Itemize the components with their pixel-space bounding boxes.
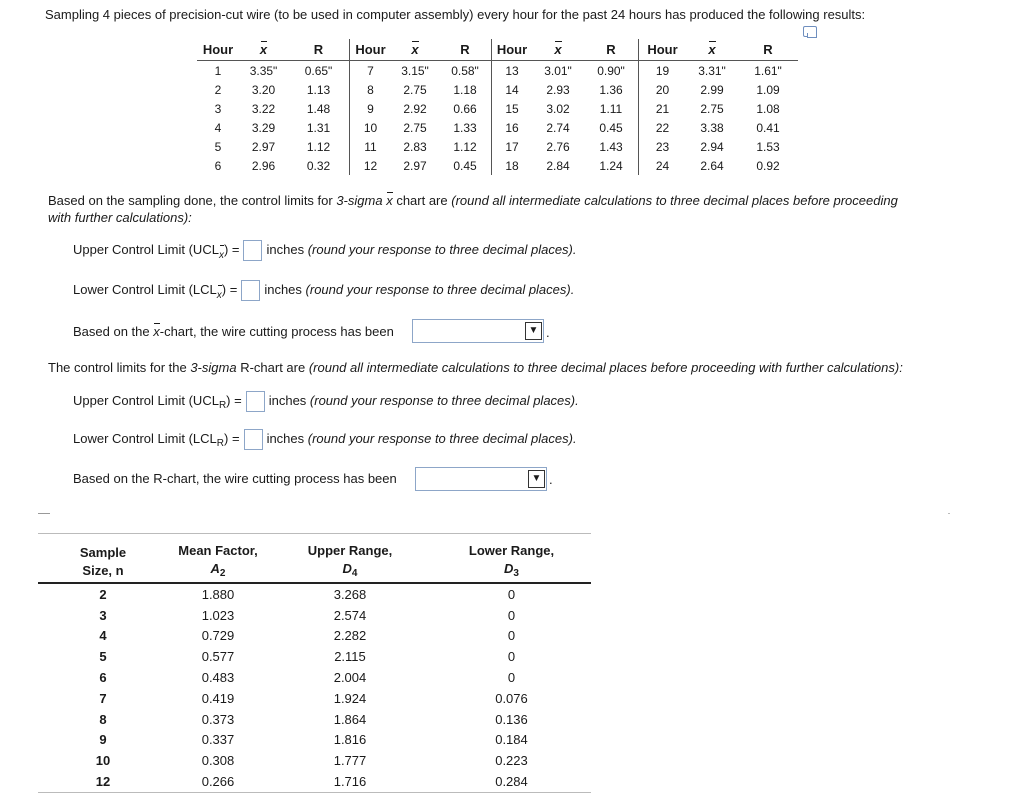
col-r-header: R (288, 39, 350, 61)
r-cell: 1.12 (306, 139, 331, 154)
xbar-cell: 2.64 (700, 158, 724, 173)
sample-size-cell: 8 (99, 711, 107, 727)
hour-cell: 22 (639, 118, 687, 137)
col-r-header: R (584, 39, 639, 61)
table-row (197, 118, 798, 137)
lcl-r-row: Lower Control Limit $(LCL_R)$ = inches (round your response to three decimal places). (73, 431, 577, 449)
hour-cell: 3 (214, 101, 222, 116)
factor-header-d4: Upper Range, $D_4$ (268, 534, 432, 584)
col-xbar-header: x (686, 39, 738, 61)
table-row (197, 137, 798, 156)
d4-cell: 2.282 (333, 628, 367, 644)
d4-cell: 1.716 (268, 771, 432, 792)
r-cell: 0.32 (306, 158, 331, 173)
hour-cell: 23 (639, 137, 687, 156)
r-cell: 1.43 (599, 139, 623, 154)
hour-cell: 15 (492, 99, 533, 118)
r-cell: 0.58" (451, 63, 479, 78)
xbar-cell: 2.97 (403, 158, 427, 173)
r-cell: 1.48 (306, 101, 331, 116)
sample-size-cell: 12 (38, 771, 168, 792)
sample-size-cell: 5 (99, 649, 107, 665)
a2-cell: 0.419 (201, 690, 235, 706)
factor-header-sample-size: Sample Size, n (38, 534, 168, 584)
hour-cell: 6 (214, 158, 222, 173)
xbar-cell: 3.15" (401, 63, 429, 78)
d4-cell: 1.816 (333, 732, 367, 748)
sample-size-cell: 2 (99, 586, 107, 602)
d3-cell: 0.223 (495, 753, 528, 769)
xbar-process-label: Based on the x-chart, the wire cutting process has been (73, 324, 394, 339)
r-process-dropdown[interactable] (415, 467, 547, 491)
a2-cell: 0.577 (201, 649, 235, 665)
period: . (549, 472, 553, 487)
xbar-cell: 2.94 (700, 139, 724, 154)
d3-cell: 0.136 (495, 711, 528, 727)
lcl-r-input[interactable] (244, 429, 263, 450)
col-xbar-header: x (391, 39, 439, 61)
col-r-header: R (439, 39, 492, 61)
d4-cell: 2.004 (333, 670, 367, 686)
sample-size-cell: 10 (95, 753, 111, 769)
sample-size-cell: 6 (99, 670, 107, 686)
table-row (38, 605, 591, 626)
a2-cell: 0.729 (201, 628, 235, 644)
r-cell: 1.24 (599, 158, 623, 173)
hour-cell: 5 (214, 139, 222, 154)
hour-cell: 9 (350, 99, 392, 118)
xbar-limits-intro-cont: with further calculations): (48, 210, 192, 225)
xbar-cell: 3.31" (698, 63, 726, 78)
xbar-cell: 2.75 (403, 82, 427, 97)
hour-cell: 7 (350, 61, 392, 81)
xbar-cell: 3.01" (544, 63, 572, 78)
xbar-cell: 3.22 (251, 101, 276, 116)
d4-cell: 2.115 (334, 649, 366, 665)
ucl-xbar-row: Upper Control Limit (UCLx) = inches (round your response to three decimal places). (73, 239, 577, 261)
a2-cell: 0.483 (201, 670, 235, 686)
hour-cell: 2 (214, 82, 222, 97)
col-xbar-header: x (532, 39, 584, 61)
table-row (38, 667, 591, 688)
r-cell: 1.31 (306, 120, 331, 135)
period: . (546, 325, 550, 340)
xbar-cell: 2.92 (403, 101, 427, 116)
ucl-r-row: Upper Control Limit $(UCL_R)$ = inches (round your response to three decimal places). (73, 393, 579, 411)
d4-cell: 1.777 (333, 753, 367, 769)
xbar-cell: 3.38 (700, 120, 724, 135)
lcl-xbar-row: Lower Control Limit (LCLx) = inches (round your response to three decimal places). (73, 279, 574, 301)
lcl-xbar-input[interactable] (241, 280, 260, 301)
d4-cell: 1.864 (333, 711, 367, 727)
d3-cell: 0 (507, 586, 516, 602)
hour-cell: 10 (350, 118, 392, 137)
sample-data-table (197, 39, 798, 175)
xbar-cell: 2.75 (700, 101, 724, 116)
hour-cell: 4 (214, 120, 222, 135)
xbar-cell: 2.99 (700, 82, 724, 97)
xbar-cell: 2.76 (546, 139, 570, 154)
control-chart-factors-table (38, 533, 591, 793)
sample-size-cell: 4 (99, 628, 107, 644)
xbar-cell: 2.97 (251, 139, 276, 154)
hour-cell: 18 (492, 156, 533, 175)
r-cell: 1.18 (453, 82, 477, 97)
factor-header-a2: Mean Factor, $A_2$ (168, 534, 268, 584)
xbar-limits-intro: Based on the sampling done, the control limits for 3-sigma x chart are (round all intermediate calculations to three decimal places before proceeding (48, 193, 898, 208)
d4-cell: 1.924 (333, 690, 367, 706)
r-cell: 1.08 (756, 101, 780, 116)
table-row (38, 646, 591, 667)
a2-cell: 0.266 (168, 771, 268, 792)
table-row (38, 688, 591, 709)
hour-cell: 11 (350, 137, 392, 156)
r-cell: 0.90" (597, 63, 625, 78)
a2-cell: 0.337 (201, 732, 235, 748)
xbar-cell: 3.29 (251, 120, 276, 135)
d4-cell: 2.574 (333, 607, 367, 623)
r-cell: 0.45 (453, 158, 477, 173)
col-hour-header: Hour (197, 39, 239, 61)
r-cell: 1.61" (754, 63, 782, 78)
hour-cell: 13 (492, 61, 533, 81)
dropdown-arrow-icon[interactable]: ▼ (528, 470, 545, 488)
ucl-xbar-input[interactable] (243, 240, 262, 261)
table-row (38, 730, 591, 751)
sample-size-cell: 7 (99, 690, 107, 706)
r-cell: 1.11 (599, 101, 623, 116)
d3-cell: 0 (507, 670, 516, 686)
copy-data-icon[interactable] (803, 26, 817, 37)
d3-cell: 0 (507, 649, 516, 665)
hour-cell: 21 (639, 99, 687, 118)
hour-cell: 16 (492, 118, 533, 137)
xbar-process-dropdown[interactable] (412, 319, 544, 343)
hour-cell: 20 (639, 80, 687, 99)
table-row (38, 771, 591, 792)
problem-intro: Sampling 4 pieces of precision-cut wire (to be used in computer assembly) every hour for the past 24 hours has produced the following results: (45, 7, 866, 22)
r-cell: 0.45 (599, 120, 623, 135)
a2-cell: 1.880 (201, 586, 235, 602)
clipped-text-line (38, 512, 948, 516)
table-row (197, 61, 798, 81)
a2-cell: 0.373 (201, 711, 235, 727)
r-cell: 0.65" (304, 63, 333, 78)
r-cell: 1.33 (453, 120, 477, 135)
col-hour-header: Hour (492, 39, 533, 61)
xbar-cell: 2.74 (546, 120, 570, 135)
hour-cell: 19 (639, 61, 687, 81)
hour-cell: 12 (350, 156, 392, 175)
xbar-cell: 3.02 (546, 101, 570, 116)
table-row (38, 583, 591, 605)
hour-cell: 1 (214, 63, 222, 78)
table-row (197, 80, 798, 99)
col-xbar-header: x (239, 39, 288, 61)
table-row (38, 626, 591, 647)
sample-size-cell: 9 (99, 732, 107, 748)
col-hour-header: Hour (639, 39, 687, 61)
hour-cell: 14 (492, 80, 533, 99)
col-r-header: R (738, 39, 798, 61)
ucl-r-input[interactable] (246, 391, 265, 412)
xbar-cell: 2.83 (403, 139, 427, 154)
xbar-cell: 2.96 (251, 158, 276, 173)
d3-cell: 0.184 (495, 732, 528, 748)
table-row (197, 156, 798, 175)
r-cell: 1.09 (756, 82, 780, 97)
r-cell: 0.66 (453, 101, 477, 116)
a2-cell: 1.023 (201, 607, 235, 623)
hour-cell: 8 (350, 80, 392, 99)
r-cell: 1.36 (599, 82, 623, 97)
xbar-cell: 3.20 (251, 82, 276, 97)
r-limits-intro: The control limits for the 3-sigma R-chart are (round all intermediate calculations to three decimal places before proceeding with further calculations): (48, 360, 903, 375)
hour-cell: 17 (492, 137, 533, 156)
hour-cell: 24 (639, 156, 687, 175)
d4-cell: 3.268 (333, 586, 367, 602)
a2-cell: 0.308 (201, 753, 235, 769)
d3-cell: 0.076 (495, 690, 528, 706)
xbar-cell: 2.75 (403, 120, 427, 135)
xbar-cell: 2.93 (546, 82, 570, 97)
d3-cell: 0.284 (432, 771, 591, 792)
r-cell: 0.41 (756, 120, 780, 135)
xbar-cell: 3.35" (249, 63, 278, 78)
col-hour-header: Hour (350, 39, 392, 61)
r-cell: 1.13 (306, 82, 331, 97)
r-cell: 0.92 (756, 158, 780, 173)
table-row (197, 99, 798, 118)
table-row (38, 750, 591, 771)
xbar-cell: 2.84 (546, 158, 570, 173)
factor-header-d3: Lower Range, $D_3$ (432, 534, 591, 584)
sample-size-cell: 3 (99, 607, 107, 623)
d3-cell: 0 (507, 628, 516, 644)
d3-cell: 0 (507, 607, 516, 623)
dropdown-arrow-icon[interactable]: ▼ (525, 322, 542, 340)
r-cell: 1.12 (453, 139, 477, 154)
r-process-label: Based on the R-chart, the wire cutting process has been (73, 471, 397, 486)
table-row (38, 709, 591, 730)
r-cell: 1.53 (756, 139, 780, 154)
